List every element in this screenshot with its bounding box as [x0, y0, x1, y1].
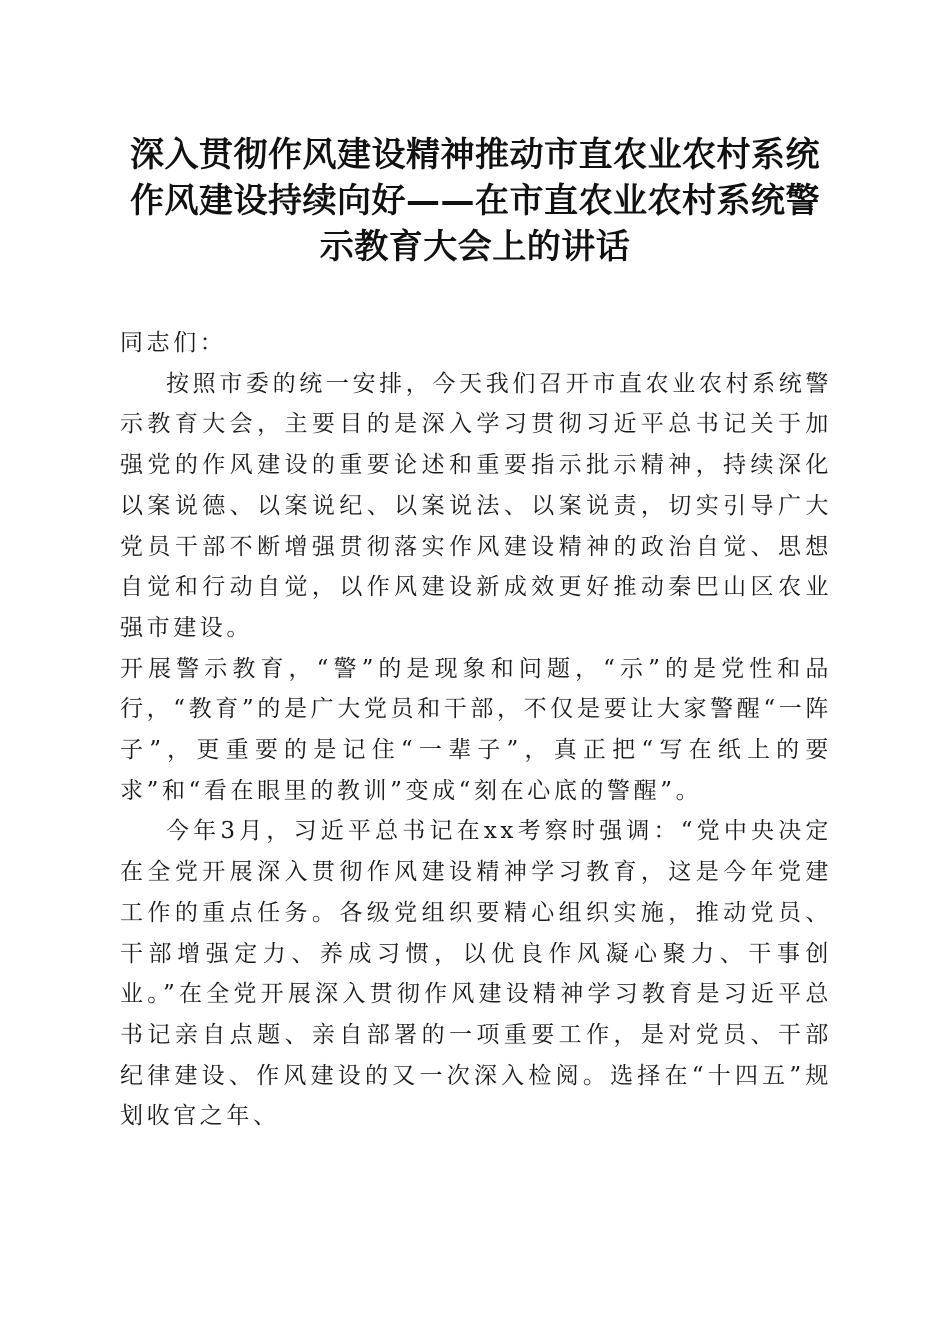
paragraph-2: 开展警示教育，“警”的是现象和问题，“示”的是党性和品行，“教育”的是广大党员和干部，不仅是要让大家警醒“一阵子”，更重要的是记住“一辈子”，真正把“写在纸上的要求”和“看在眼里的教训”变成“刻在心底的警醒”。 — [120, 655, 832, 804]
paragraph-3: 今年3月，习近平总书记在xx考察时强调：“党中央决定在全党开展深入贯彻作风建设精神学习教育，这是今年党建工作的重点任务。各级党组织要精心组织实施，推动党员、干部增强定力、养成习惯，以优良作风凝心聚力、干事创业。”在全党开展深入贯彻作风建设精神学习教育是习近平总书记亲自点题、亲自部署的一项重要工作，是对党员、干部纪律建设、作风建设的又一次深入检阅。选择在“十四五”规划收官之年、 — [120, 818, 832, 1130]
title-line-2: 作风建设持续向好——在市直农业农村系统警 — [130, 181, 820, 221]
document-title — [115, 132, 835, 270]
title-line-1: 深入贯彻作风建设精神推动市直农业农村系统 — [130, 135, 820, 175]
document-body — [120, 323, 832, 1137]
title-line-3: 示教育大会上的讲话 — [319, 227, 631, 267]
paragraph-1: 按照市委的统一安排，今天我们召开市直农业农村系统警示教育大会，主要目的是深入学习贯彻习近平总书记关于加强党的作风建设的重要论述和重要指示批示精神，持续深化以案说德、以案说纪、以案说法、以案说责，切实引导广大党员干部不断增强贯彻落实作风建设精神的政治自觉、思想自觉和行动自觉，以作风建设新成效更好推动秦巴山区农业强市建设。 — [120, 370, 832, 641]
salutation: 同志们： — [120, 330, 227, 356]
